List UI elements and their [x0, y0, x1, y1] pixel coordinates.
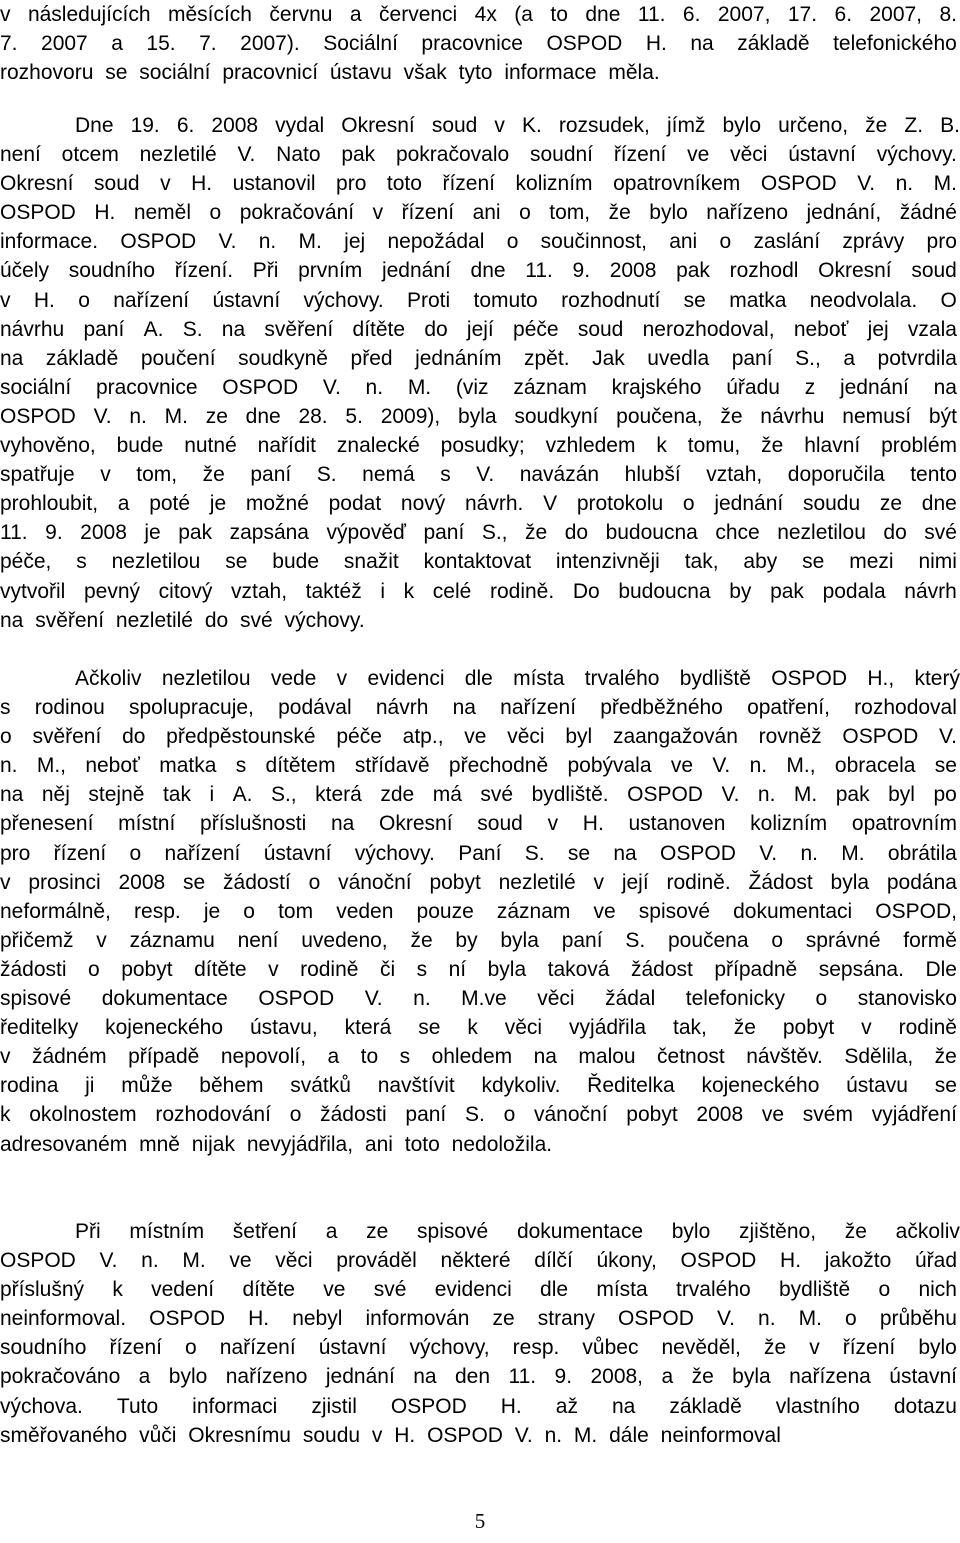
- paragraph-2: [0, 111, 960, 635]
- text-line: ředitelky kojeneckého ústavu, která se k věci vyjádřila tak, že pobyt v rodině: [0, 1016, 957, 1040]
- text-line: o svěření do předpěstounské péče atp., ve věci byl zaangažován rovněž OSPOD V.: [0, 725, 957, 749]
- text-line: žádosti o pobyt dítěte v rodině či s ní byla taková žádost případně sepsána. Dle: [0, 957, 957, 981]
- text-line: 11. 9. 2008 je pak zapsána výpověď paní S., že do budoucna chce nezletilou do své: [0, 521, 957, 545]
- text-line: účely soudního řízení. Při prvním jednání dne 11. 9. 2008 pak rozhodl Okresní soud: [0, 259, 957, 283]
- text-line: spatřuje v tom, že paní S. nemá s V. navázán hlubší vztah, doporučila tento: [0, 463, 957, 487]
- text-line: pokračováno a bylo nařízeno jednání na den 11. 9. 2008, a že byla nařízena ústavní: [0, 1365, 957, 1389]
- text-line: vytvořil pevný citový vztah, taktéž i k celé rodině. Do budoucna by pak podala návrh: [0, 579, 957, 603]
- text-line: spisové dokumentace OSPOD V. n. M.ve věci žádal telefonicky o stanovisko: [0, 987, 957, 1011]
- text-line: pro řízení o nařízení ústavní výchovy. Paní S. se na OSPOD V. n. M. obrátila: [0, 841, 957, 865]
- text-line: na svěření nezletilé do své výchovy.: [0, 608, 365, 632]
- text-line: neinformoval. OSPOD H. nebyl informován ze strany OSPOD V. n. M. o průběhu: [0, 1307, 957, 1331]
- text-line: na základě poučení soudkyně před jednáním zpět. Jak uvedla paní S., a potvrdila: [0, 346, 957, 370]
- text-line: rodina ji může během svátků navštívit kdykoliv. Ředitelka kojeneckého ústavu se: [0, 1074, 957, 1098]
- text-line: Ačkoliv nezletilou vede v evidenci dle místa trvalého bydliště OSPOD H., který: [75, 667, 960, 690]
- text-line: směřovaného vůči Okresnímu soudu v H. OSPOD V. n. M. dále neinformoval: [0, 1423, 781, 1447]
- text-line: výchova. Tuto informaci zjistil OSPOD H. až na základě vlastního dotazu: [0, 1394, 957, 1418]
- text-line: OSPOD V. n. M. ze dne 28. 5. 2009), byla soudkyní poučena, že návrhu nemusí být: [0, 404, 957, 428]
- text-line: informace. OSPOD V. n. M. jej nepožádal o součinnost, ani o zaslání zprávy pro: [0, 230, 957, 254]
- text-line: k okolnostem rozhodování o žádosti paní S. o vánoční pobyt 2008 ve svém vyjádření: [0, 1103, 957, 1127]
- text-line: Při místním šetření a ze spisové dokumentace bylo zjištěno, že ačkoliv: [75, 1220, 960, 1243]
- text-line: n. M., neboť matka s dítětem střídavě přechodně pobývala ve V. n. M., obracela se: [0, 754, 957, 778]
- paragraph-3: [0, 664, 960, 1159]
- text-line: Okresní soud v H. ustanovil pro toto řízení kolizním opatrovníkem OSPOD V. n. M.: [0, 172, 957, 196]
- text-line: na něj stejně tak i A. S., která zde má své bydliště. OSPOD V. n. M. pak byl po: [0, 783, 957, 807]
- text-line: v prosinci 2008 se žádostí o vánoční pobyt nezletilé v její rodině. Žádost byla podána: [0, 870, 957, 894]
- text-line: návrhu paní A. S. na svěření dítěte do její péče soud nerozhodoval, neboť jej vzala: [0, 317, 957, 341]
- text-line: příslušný k vedení dítěte ve své evidenci dle místa trvalého bydliště o nich: [0, 1278, 957, 1302]
- text-line: neformálně, resp. je o tom veden pouze záznam ve spisové dokumentaci OSPOD,: [0, 899, 957, 923]
- text-line: OSPOD H. neměl o pokračování v řízení ani o tom, že bylo nařízeno jednání, žádné: [0, 201, 957, 225]
- paragraph-1: [0, 0, 960, 87]
- text-line: adresovaném mně nijak nevyjádřila, ani toto nedoložila.: [0, 1132, 553, 1156]
- text-line: s rodinou spolupracuje, podával návrh na nařízení předběžného opatření, rozhodoval: [0, 696, 957, 720]
- text-line: soudního řízení o nařízení ústavní výchovy, resp. vůbec nevěděl, že v řízení bylo: [0, 1336, 957, 1360]
- paragraph-4: [0, 1217, 960, 1450]
- text-line: vyhověno, bude nutné nařídit znalecké posudky; vzhledem k tomu, že hlavní problém: [0, 434, 957, 458]
- text-line: péče, s nezletilou se bude snažit kontaktovat intenzivněji tak, aby se mezi nimi: [0, 550, 957, 574]
- text-line: v H. o nařízení ústavní výchovy. Proti tomuto rozhodnutí se matka neodvolala. O: [0, 288, 957, 312]
- text-line: přenesení místní příslušnosti na Okresní soud v H. ustanoven kolizním opatrovním: [0, 812, 957, 836]
- text-line: v následujících měsících červnu a červenci 4x (a to dne 11. 6. 2007, 17. 6. 2007, 8.: [0, 3, 957, 26]
- text-line: OSPOD V. n. M. ve věci prováděl některé dílčí úkony, OSPOD H. jakožto úřad: [0, 1249, 957, 1273]
- text-line: 7. 2007 a 15. 7. 2007). Sociální pracovnice OSPOD H. na základě telefonického: [0, 32, 957, 56]
- text-line: není otcem nezletilé V. Nato pak pokračovalo soudní řízení ve věci ústavní výchovy.: [0, 143, 957, 167]
- page-number: 5: [474, 1509, 486, 1533]
- text-line: v žádném případě nepovolí, a to s ohledem na malou četnost návštěv. Sdělila, že: [0, 1045, 957, 1069]
- text-line: přičemž v záznamu není uvedeno, že by byla paní S. poučena o správné formě: [0, 928, 957, 952]
- text-line: prohloubit, a poté je možné podat nový návrh. V protokolu o jednání soudu ze dne: [0, 492, 957, 516]
- text-line: rozhovoru se sociální pracovnicí ústavu však tyto informace měla.: [0, 61, 660, 85]
- text-line: Dne 19. 6. 2008 vydal Okresní soud v K. rozsudek, jímž bylo určeno, že Z. B.: [75, 114, 960, 137]
- text-line: sociální pracovnice OSPOD V. n. M. (viz záznam krajského úřadu z jednání na: [0, 375, 957, 399]
